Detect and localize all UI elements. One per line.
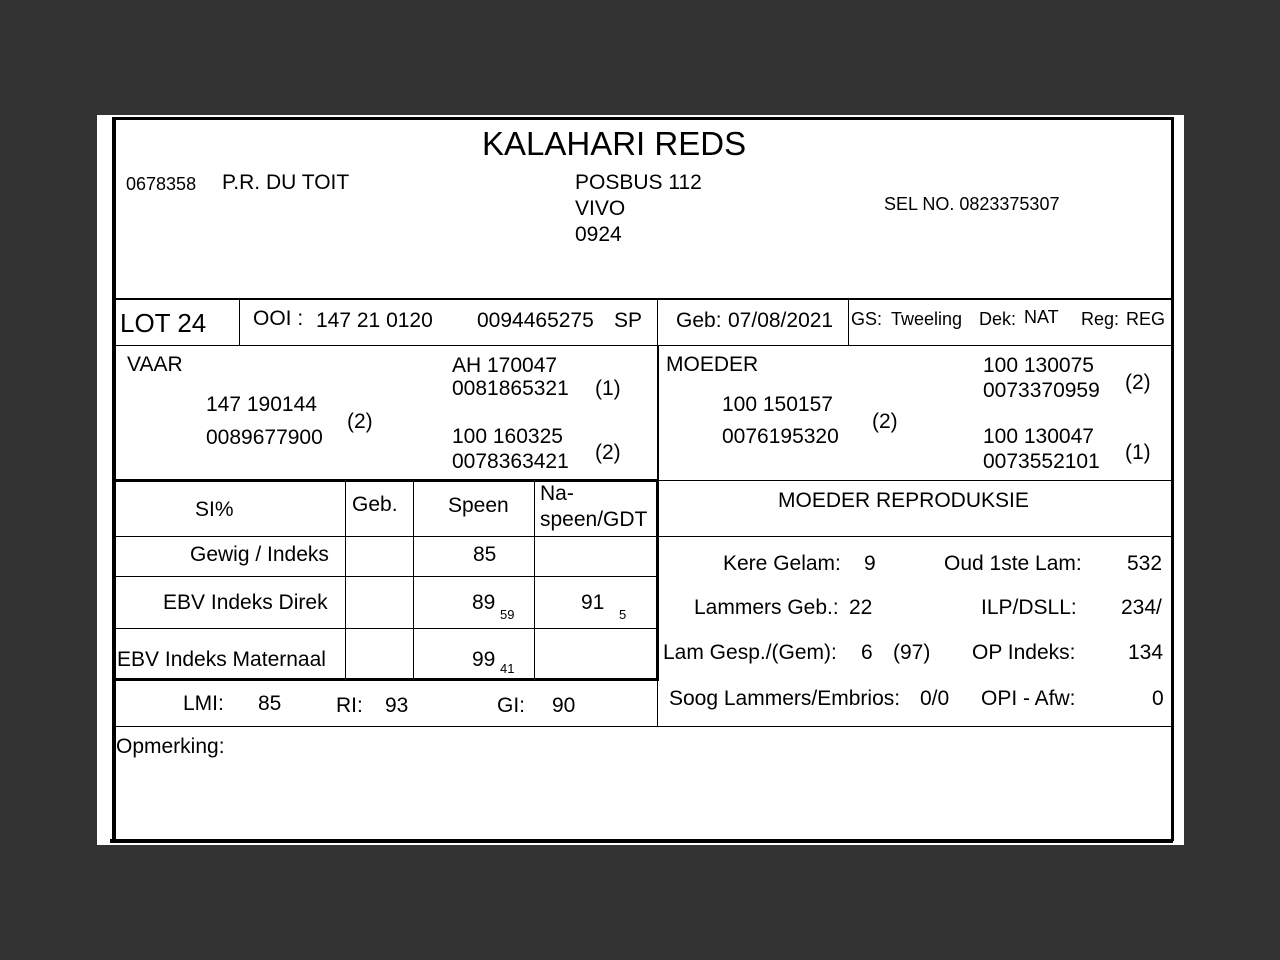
vaar-dam-grade: (2) — [595, 441, 621, 464]
divider-perf-3 — [534, 481, 535, 680]
speen-ebv-direk: 89 — [472, 591, 496, 614]
opi-afw-label: OPI - Afw: — [981, 687, 1076, 710]
address-line-3: 0924 — [575, 223, 622, 246]
border-right — [1171, 117, 1174, 841]
moeder-sire-reg: 0073370959 — [983, 379, 1100, 402]
vaar-sire-grade: (1) — [595, 377, 621, 400]
gi-label: GI: — [497, 694, 526, 717]
border-top — [112, 117, 1173, 120]
moeder-id: 100 150157 — [722, 393, 833, 416]
reproduction-title: MOEDER REPRODUKSIE — [778, 489, 1029, 512]
divider-index-right — [657, 681, 658, 727]
divider-lot-3 — [848, 299, 849, 346]
moeder-grade: (2) — [872, 410, 898, 433]
divider-perf-2 — [413, 481, 414, 680]
divider-lot-1 — [239, 299, 240, 346]
moeder-dam-id: 100 130047 — [983, 425, 1094, 448]
divider-remarks — [114, 726, 1173, 727]
lammers-geb-value: 22 — [849, 596, 873, 619]
ri-value: 93 — [385, 694, 409, 717]
moeder-sire-id: 100 130075 — [983, 354, 1094, 377]
divider-lot-2 — [657, 299, 658, 346]
phone-number: SEL NO. 0823375307 — [884, 194, 1060, 214]
ilp-dsll-label: ILP/DSLL: — [981, 596, 1077, 619]
lmi-label: LMI: — [183, 692, 224, 715]
speen-ebv-maternaal: 99 — [472, 648, 496, 671]
moeder-sire-grade: (2) — [1125, 371, 1151, 394]
address-line-2: VIVO — [575, 197, 626, 220]
gi-value: 90 — [552, 694, 576, 717]
reg-value: REG — [1126, 309, 1166, 329]
col-naspeen-header-2: speen/GDT — [540, 508, 648, 531]
border-bottom — [110, 839, 1173, 843]
speen-ebv-maternaal-accuracy: 41 — [500, 661, 515, 676]
ri-label: RI: — [336, 694, 363, 717]
reg-label: Reg: — [1081, 309, 1120, 329]
ooi-label: OOI : — [253, 307, 304, 330]
divider-perf-row2 — [114, 628, 659, 629]
lam-gesp-value: 6 — [861, 641, 873, 664]
moeder-dam-reg: 0073552101 — [983, 450, 1100, 473]
soog-lammers-label: Soog Lammers/Embrios: — [669, 687, 901, 710]
op-indeks-label: OP Indeks: — [972, 641, 1076, 664]
row-label-gewig: Gewig / Indeks — [190, 543, 329, 566]
opi-afw-value: 0 — [1152, 687, 1164, 710]
vaar-sire-id: AH 170047 — [452, 354, 558, 377]
divider-pedigree-mid — [657, 346, 659, 482]
naspeen-ebv-direk-accuracy: 5 — [619, 607, 627, 622]
vaar-id: 147 190144 — [206, 393, 317, 416]
divider-perf-1 — [345, 481, 346, 680]
soog-lammers-value: 0/0 — [920, 687, 950, 710]
divider-pedigree-left — [114, 479, 659, 482]
geb-date: 07/08/2021 — [728, 309, 834, 332]
vaar-dam-reg: 0078363421 — [452, 450, 569, 473]
gs-value: Tweeling — [891, 309, 963, 329]
gs-label: GS: — [851, 309, 883, 329]
vaar-grade: (2) — [347, 410, 373, 433]
lammers-geb-label: Lammers Geb.: — [694, 596, 839, 619]
oud-1ste-lam-label: Oud 1ste Lam: — [944, 552, 1082, 575]
divider-perf-header — [114, 536, 1173, 537]
divider-perf-row3 — [114, 678, 659, 681]
address-line-1: POSBUS 112 — [575, 171, 702, 194]
dek-value: NAT — [1024, 307, 1059, 327]
divider-perf-right — [656, 481, 659, 681]
lot-number: LOT 24 — [120, 308, 207, 338]
col-naspeen-header-1: Na- — [540, 482, 574, 505]
owner-name: P.R. DU TOIT — [222, 171, 350, 194]
moeder-label: MOEDER — [666, 353, 759, 376]
lmi-value: 85 — [258, 692, 282, 715]
row-label-ebv-maternaal: EBV Indeks Maternaal — [117, 648, 326, 671]
col-si-header: SI% — [195, 498, 234, 521]
dek-label: Dek: — [979, 309, 1017, 329]
divider-perf-row1 — [114, 576, 659, 577]
kere-gelam-label: Kere Gelam: — [723, 552, 841, 575]
vaar-sire-reg: 0081865321 — [452, 377, 569, 400]
vaar-reg: 0089677900 — [206, 426, 323, 449]
oud-1ste-lam-value: 532 — [1127, 552, 1163, 575]
owner-number: 0678358 — [126, 174, 197, 194]
row-label-ebv-direk: EBV Indeks Direk — [163, 591, 328, 614]
naspeen-ebv-direk: 91 — [581, 591, 605, 614]
col-geb-header: Geb. — [352, 493, 398, 516]
ooi-id: 147 21 0120 — [316, 309, 433, 332]
kere-gelam-value: 9 — [864, 552, 876, 575]
divider-lot — [114, 345, 1173, 346]
vaar-label: VAAR — [127, 353, 183, 376]
moeder-reg: 0076195320 — [722, 425, 839, 448]
speen-gewig: 85 — [473, 543, 497, 566]
ooi-grade: SP — [614, 309, 643, 332]
speen-ebv-direk-accuracy: 59 — [500, 607, 515, 622]
ooi-reg: 0094465275 — [477, 309, 594, 332]
op-indeks-value: 134 — [1128, 641, 1164, 664]
divider-header — [114, 298, 1173, 300]
breed-title: KALAHARI REDS — [482, 125, 747, 162]
divider-pedigree-right — [659, 480, 1173, 481]
moeder-dam-grade: (1) — [1125, 441, 1151, 464]
vaar-dam-id: 100 160325 — [452, 425, 563, 448]
col-speen-header: Speen — [448, 494, 509, 517]
lam-gesp-gem: (97) — [893, 641, 931, 664]
remarks-label: Opmerking: — [116, 735, 225, 758]
geb-label: Geb: — [676, 309, 722, 332]
lam-gesp-label: Lam Gesp./(Gem): — [663, 641, 837, 664]
ilp-dsll-value: 234/ — [1121, 596, 1162, 619]
